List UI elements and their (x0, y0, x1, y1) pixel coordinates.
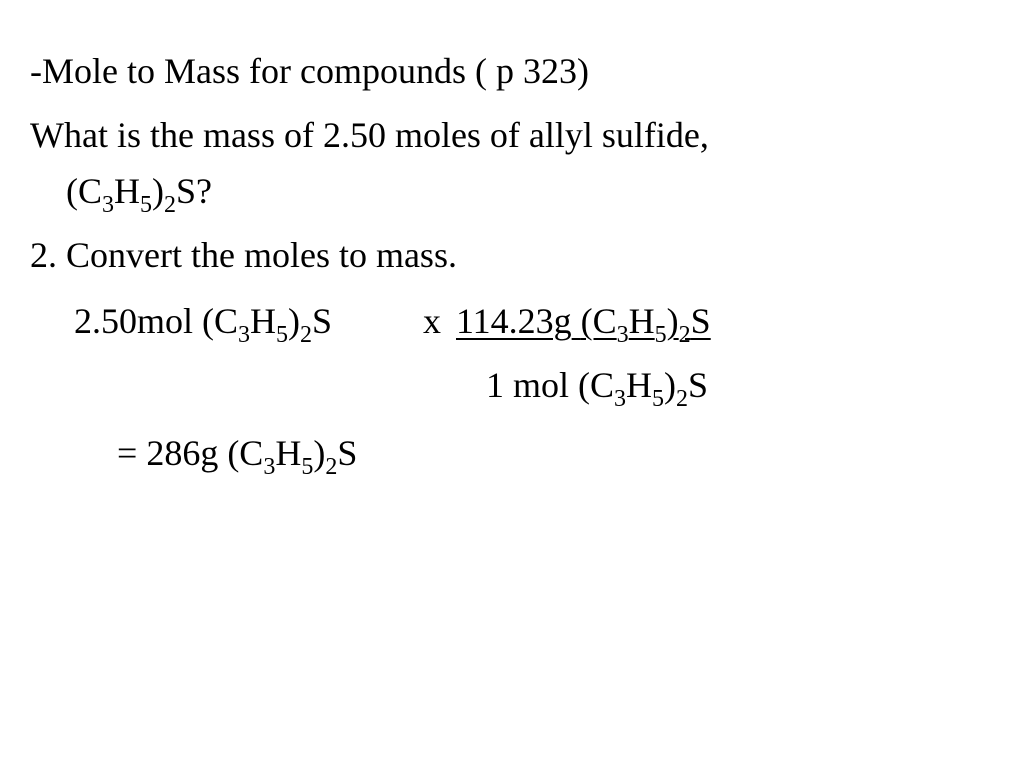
conversion-numerator (456, 300, 711, 348)
slide-heading (30, 50, 589, 92)
molar-mass-value: 114.23g (456, 301, 572, 341)
result-formula: $(C_3H_5)_2S$ (227, 433, 358, 480)
step-text: 2. Convert the moles to mass. (30, 235, 457, 275)
step-heading (30, 234, 457, 276)
question-formula: $(C_3H_5)_2S$? (66, 171, 212, 218)
given-amount: 2.50mol (74, 301, 194, 341)
times-sign: x (423, 301, 441, 341)
result-line (117, 432, 358, 480)
calculation-line (74, 300, 333, 348)
question-text: What is the mass of 2.50 moles of allyl sulfide, (30, 115, 709, 155)
equals-sign: = (117, 433, 138, 473)
conversion-denominator (486, 364, 709, 412)
result-value: 286g (146, 433, 219, 473)
denominator-value: 1 mol (486, 365, 570, 405)
heading-text: -Mole to Mass for compounds ( p 323) (30, 51, 589, 91)
denominator-formula: $(C_3H_5)_2S$ (578, 365, 709, 412)
given-formula: $(C_3H_5)_2S$ (202, 301, 333, 348)
question-line (30, 114, 709, 156)
numerator-formula: $(C_3H_5)_2S$ (580, 301, 711, 348)
